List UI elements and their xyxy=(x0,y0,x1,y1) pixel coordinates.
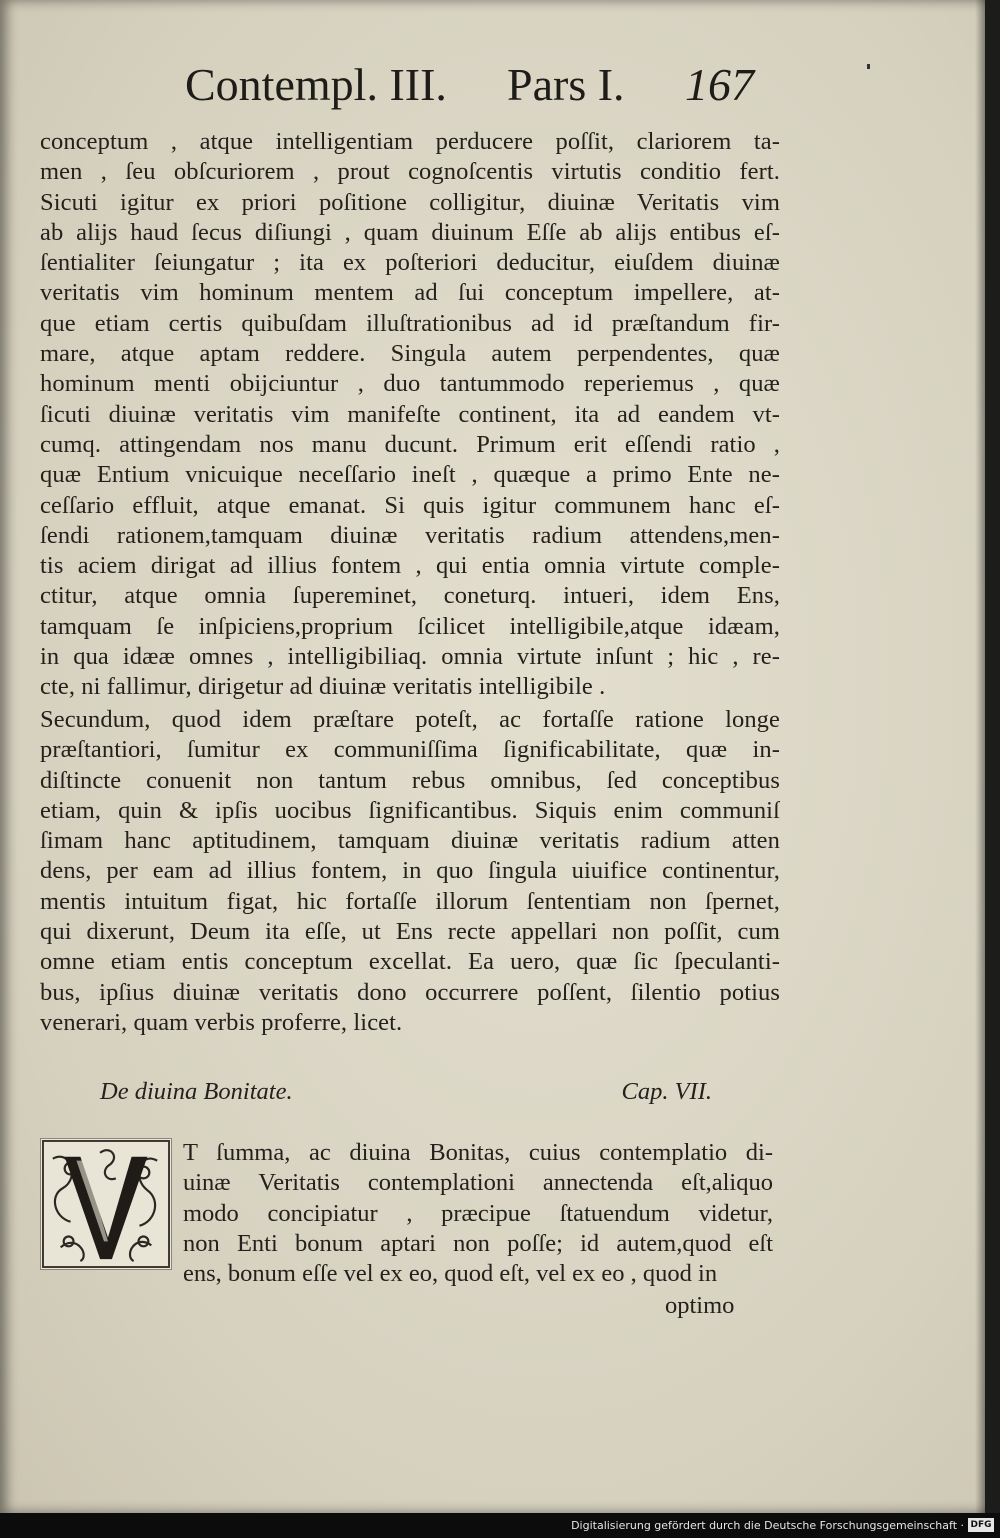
paragraph-2 xyxy=(40,705,780,1038)
text-line: cte, ni fallimur, dirigetur ad diuinæ veritatis intelligibile . xyxy=(40,673,606,701)
text-line: in qua idææ omnes , intelligibiliaq. omnia virtute inſunt ; hic , re- xyxy=(40,643,780,671)
text-line: omne etiam entis conceptum excellat. Ea uero, quæ ſic ſpeculanti- xyxy=(40,948,780,976)
chapter-title: De diuina Bonitate. xyxy=(100,1078,293,1105)
text-line: Sicuti igitur ex priori poſitione colligitur, diuinæ Veritatis vim xyxy=(40,188,780,216)
text-line: bus, ipſius diuinæ veritatis dono occurrere poſſent, ſilentio potius xyxy=(40,978,780,1006)
text-line: mare, atque aptam reddere. Singula autem perpendentes, quæ xyxy=(40,340,780,368)
text-line: que etiam certis quibuſdam illuſtrationibus ad id præſtandum fir- xyxy=(40,309,780,337)
text-line: quæ Entium vnicuique neceſſario ineſt , quæque a primo Ente ne- xyxy=(40,461,780,489)
dfg-logo-icon: DFG xyxy=(968,1518,994,1532)
text-line: ceſſario effluit, atque emanat. Si quis igitur communem hanc eſ- xyxy=(40,491,780,519)
text-line: dens, per eam ad illius fontem, in quo ſingula uiuifice continentur, xyxy=(40,857,780,885)
text-line: ſendi rationem,tamquam diuinæ veritatis radium attendens,men- xyxy=(40,521,780,549)
text-line: veritatis vim hominum mentem ad ſui conceptum impellere, at- xyxy=(40,279,780,307)
paragraph-3 xyxy=(183,1138,773,1289)
ornament-initial-icon xyxy=(41,1139,171,1269)
text-line: etiam, quin & ipſis uocibus ſignificantibus. Siquis enim communiſ xyxy=(40,796,780,824)
text-line: cumq. attingendam nos manu ducunt. Primum erit eſſendi ratio , xyxy=(40,430,780,458)
text-line: modo concipiatur , præcipue ſtatuendum videtur, xyxy=(183,1199,773,1227)
text-line: tamquam ſe inſpiciens,proprium ſcilicet intelligibile,atque idæam, xyxy=(40,612,780,640)
text-line: mentis intuitum figat, hic fortaſſe illorum ſententiam non ſpernet, xyxy=(40,887,780,915)
header-part: Pars I. xyxy=(507,59,625,110)
footer-bar xyxy=(0,1513,1000,1538)
text-line: Secundum, quod idem præſtare poteſt, ac fortaſſe ratione longe xyxy=(40,706,780,733)
catchword: optimo xyxy=(665,1292,735,1319)
funding-credit: Digitalisierung gefördert durch die Deutsche Forschungsgemeinschaft · xyxy=(571,1519,964,1532)
header-title: Contempl. III. xyxy=(185,59,447,110)
text-line: venerari, quam verbis proferre, licet. xyxy=(40,1008,403,1036)
text-line: conceptum , atque intelligentiam perducere poſſit, clariorem ta- xyxy=(40,128,780,155)
text-line: ſimam hanc aptitudinem, tamquam diuinæ veritatis radium atten xyxy=(40,827,780,855)
text-line: tis aciem dirigat ad illius fontem , qui entia omnia virtute comple- xyxy=(40,552,780,580)
running-header xyxy=(185,58,775,122)
text-line: ſentialiter ſeiungatur ; ita ex poſteriori deducitur, eiuſdem diuinæ xyxy=(40,249,780,277)
page-number: 167 xyxy=(685,59,754,110)
chapter-number: Cap. VII. xyxy=(621,1078,712,1105)
text-line: præſtantiori, ſumitur ex communiſſima ſignificabilitate, quæ in- xyxy=(40,736,780,764)
text-line: uinæ Veritatis contemplationi annectenda eſt,aliquo xyxy=(183,1169,773,1197)
text-line: non Enti bonum aptari non poſſe; id autem,quod eſt xyxy=(183,1229,773,1257)
text-line: ctitur, atque omnia ſupereminet, coneturq. intueri, idem Ens, xyxy=(40,582,780,610)
paragraph-1 xyxy=(40,127,780,703)
text-line: diſtincte conuenit non tantum rebus omnibus, ſed conceptibus xyxy=(40,766,780,794)
text-line: ens, bonum eſſe vel ex eo, quod eſt, vel ex eo , quod in xyxy=(183,1260,718,1288)
decorated-initial-v xyxy=(40,1138,172,1270)
text-line: ſicuti diuinæ veritatis vim manifeſte continent, ita ad eandem vt- xyxy=(40,400,780,428)
chapter-heading xyxy=(100,1078,712,1112)
text-line: ab alijs haud ſecus diſiungi , quam diuinum Eſſe ab alijs entibus eſ- xyxy=(40,218,780,246)
page-mark xyxy=(867,64,870,69)
text-line: qui dixerunt, Deum ita eſſe, ut Ens recte appellari non poſſit, cum xyxy=(40,918,780,946)
text-line: men , ſeu obſcuriorem , prout cognoſcentis virtutis conditio fert. xyxy=(40,158,780,186)
text-line: T ſumma, ac diuina Bonitas, cuius contemplatio di- xyxy=(183,1139,773,1166)
text-line: hominum menti obijciuntur , duo tantummodo reperiemus , quæ xyxy=(40,370,780,398)
